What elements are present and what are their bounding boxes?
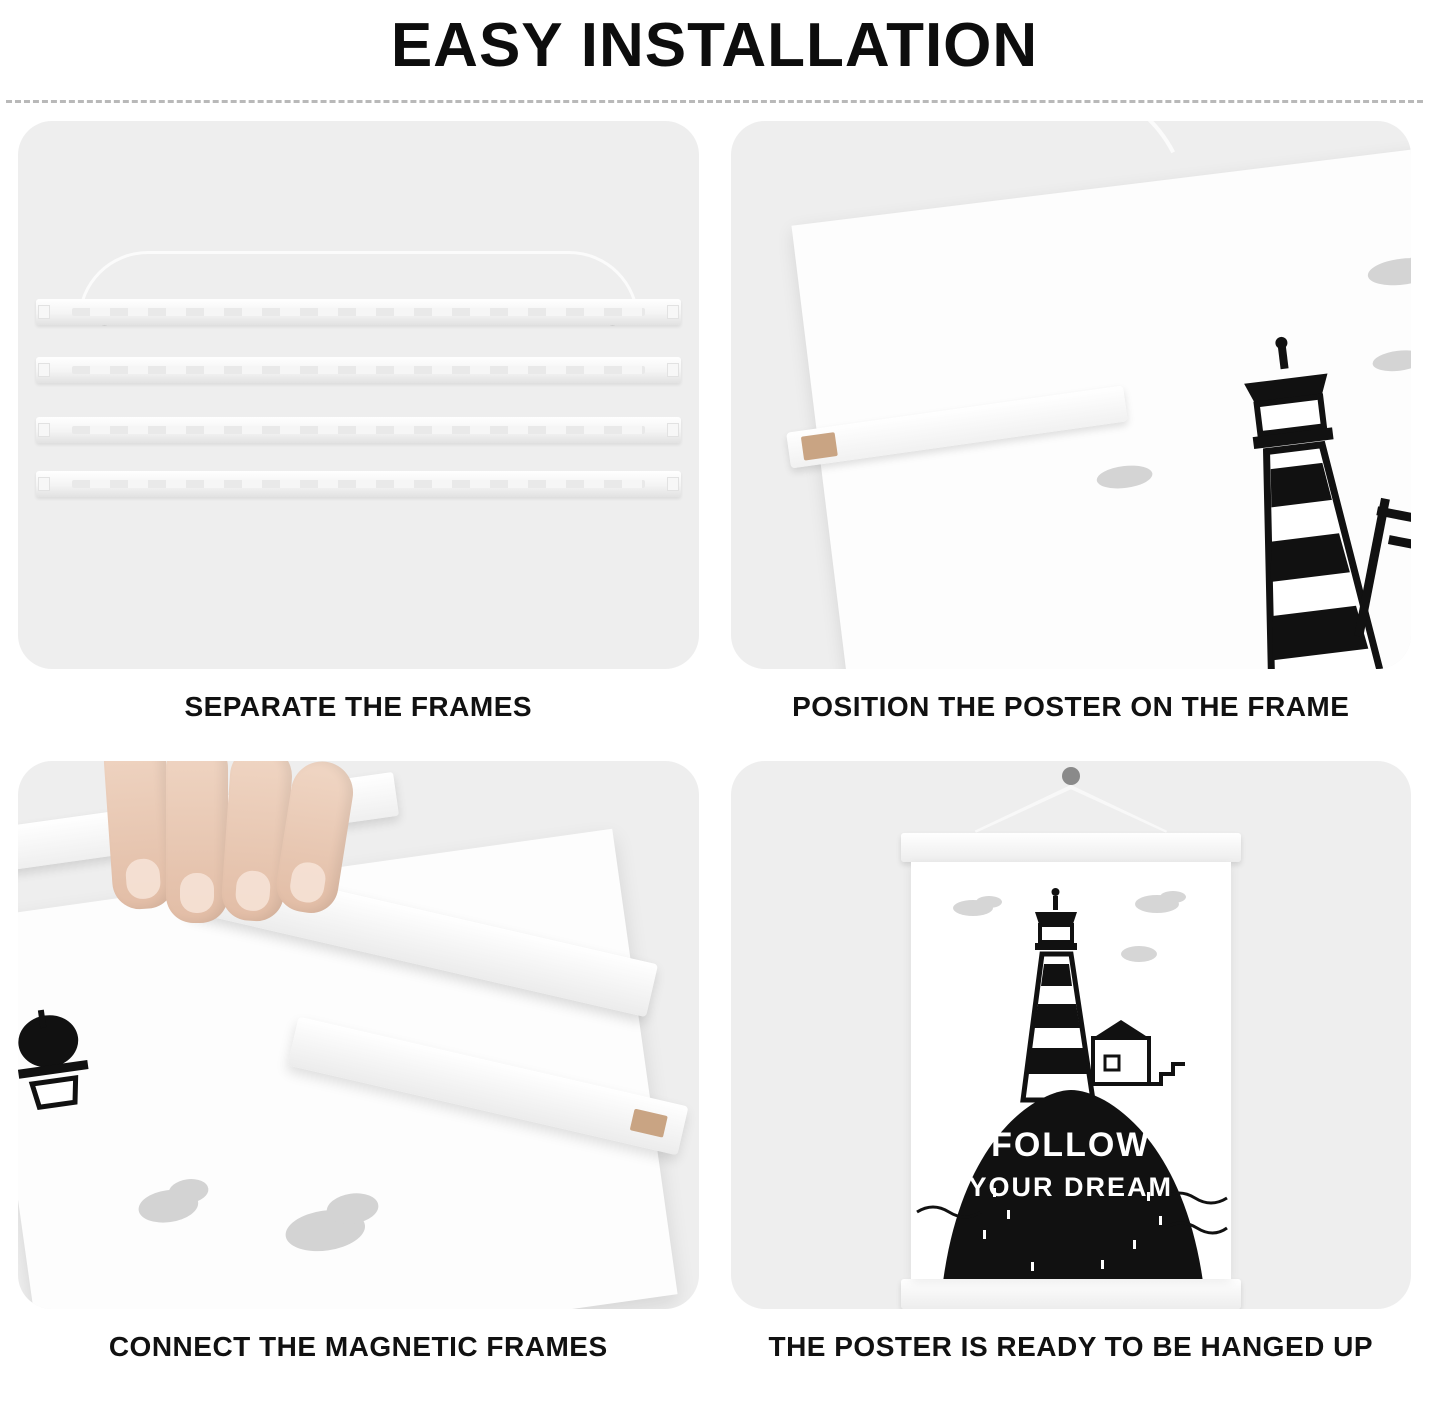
page-title: EASY INSTALLATION — [390, 11, 1039, 80]
frame-strip — [36, 417, 681, 443]
hanged-poster-photo — [731, 761, 1412, 1309]
installation-steps-grid — [0, 103, 1429, 1401]
step-2 — [731, 121, 1412, 761]
fingernail — [180, 873, 214, 913]
finger — [166, 761, 228, 923]
poster-text-line-1: FOLLOW — [991, 1126, 1151, 1165]
adhesive-tape — [630, 1109, 668, 1138]
frame-bar-top — [901, 833, 1241, 863]
fingernail — [288, 860, 328, 905]
magnet-band — [72, 426, 645, 434]
adhesive-tape — [800, 432, 837, 460]
step-1 — [18, 121, 699, 761]
connect-magnetic-frames-photo — [18, 761, 699, 1309]
step-4-caption: THE POSTER IS READY TO BE HANGED UP — [768, 1331, 1374, 1362]
separate-frames-photo — [18, 121, 699, 669]
step-3-caption: CONNECT THE MAGNETIC FRAMES — [108, 1331, 608, 1362]
magnet-band — [72, 308, 645, 316]
finger — [102, 761, 176, 911]
frame-strip — [36, 471, 681, 497]
frame-strip — [36, 357, 681, 383]
hand — [108, 761, 368, 931]
position-poster-photo — [731, 121, 1412, 669]
fingernail — [235, 870, 272, 912]
magnet-band — [72, 366, 645, 374]
step-2-caption: POSITION THE POSTER ON THE FRAME — [792, 691, 1350, 722]
wall-nail-icon — [1062, 767, 1080, 785]
magnet-band — [72, 480, 645, 488]
hanging-cord — [971, 785, 1171, 833]
poster-text-line-2: YOUR DREAM — [968, 1172, 1173, 1203]
poster-artwork-final — [911, 862, 1231, 1279]
fingernail — [125, 858, 162, 900]
header — [0, 0, 1429, 92]
step-3 — [18, 761, 699, 1401]
step-4 — [731, 761, 1412, 1401]
frame-strip — [36, 299, 681, 325]
frame-bar-bottom — [901, 1279, 1241, 1309]
step-1-caption: SEPARATE THE FRAMES — [184, 691, 533, 722]
